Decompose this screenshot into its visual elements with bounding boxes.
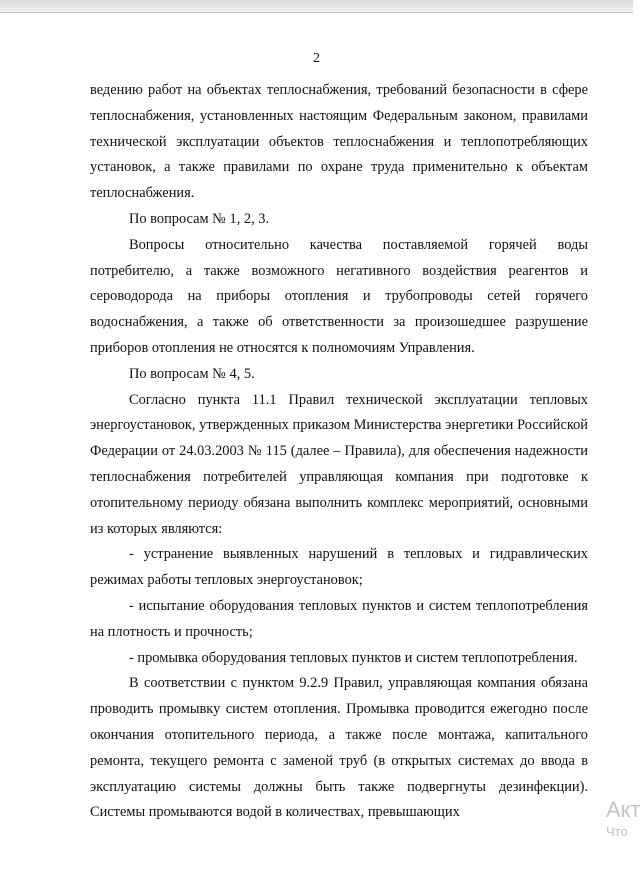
list-item-testing: - испытание оборудования тепловых пунктов и систем теплопотребления на плотность и прочность;: [90, 597, 588, 640]
paragraph-rules-11-1: Согласно пункта 11.1 Правил технической эксплуатации тепловых энергоустановок, утвержденных приказом Министерства энергетики Российской Федерации от 24.03.2003 № 115 (далее – Правила), для обеспечения надежности теплоснабжения потребителей управляющая компания при подготовке к отопительному периоду обязана выполнить комплекс мероприятий, основными из которых являются:: [90, 391, 588, 537]
document-page: [0, 14, 633, 894]
page-number: 2: [313, 51, 320, 66]
page-body: [90, 78, 588, 826]
list-item-violations: - устранение выявленных нарушений в тепловых и гидравлических режимах работы тепловых энергоустановок;: [90, 546, 588, 589]
paragraph-rules-9-2-9: В соответствии с пунктом 9.2.9 Правил, управляющая компания обязана проводить промывку систем отопления. Промывка проводится ежегодно после окончания отопительного периода, а также после монтажа, капитального ремонта, текущего ремонта с заменой труб (в открытых системах до ввода в эксплуатацию системы должны быть также подвергнуты дезинфекции). Системы промываются водой в количествах, превышающих: [90, 675, 588, 821]
viewer-top-bar: [0, 0, 633, 13]
list-item-flushing: - промывка оборудования тепловых пунктов и систем теплопотребления.: [129, 649, 578, 666]
activation-watermark-subtitle: Что: [606, 824, 628, 839]
paragraph-water-quality: Вопросы относительно качества поставляемой горячей воды потребителю, а также возможного негативного воздействия реагентов и сероводорода на приборы отопления и трубопроводы сетей горячего водоснабжения, а также об ответственности за произошедшее разрушение приборов отопления не относятся к полномочиям Управления.: [90, 236, 588, 356]
activation-watermark-title: Акт: [606, 797, 641, 822]
paragraph-questions-1-2-3: По вопросам № 1, 2, 3.: [129, 210, 270, 227]
paragraph-continuation: ведению работ на объектах теплоснабжения, требований безопасности в сфере теплоснабжения, установленных настоящим Федеральным законом, правилами технической эксплуатации объектов теплоснабжения и теплопотребляющих установок, а также правилами по охране труда применительно к объектам теплоснабжения.: [90, 82, 588, 202]
paragraph-questions-4-5: По вопросам № 4, 5.: [129, 365, 255, 382]
